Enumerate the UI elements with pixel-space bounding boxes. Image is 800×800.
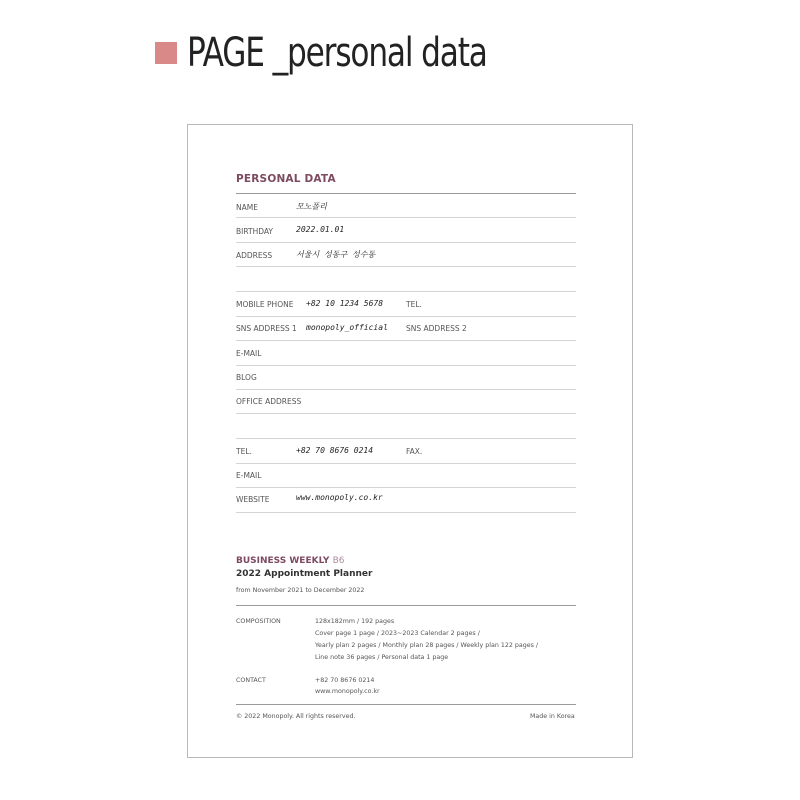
email-label: E-MAIL [236,349,262,358]
composition-line: Line note 36 pages / Personal data 1 page [315,654,449,661]
email-2-label: E-MAIL [236,471,262,480]
product-name-text: BUSINESS WEEKLY [236,556,330,566]
page-header [155,30,571,76]
divider [236,463,576,464]
birthday-label: BIRTHDAY [236,227,274,236]
tel-label: TEL. [406,300,422,309]
composition-line: Cover page 1 page / 2023~2023 Calendar 2 pages / [315,630,480,637]
tel-2-value: +82 70 8676 0214 [296,446,374,455]
blog-label: BLOG [236,373,257,382]
divider [236,438,576,439]
divider [236,704,576,705]
contact-website: www.monopoly.co.kr [315,688,380,695]
product-size: B6 [332,556,345,566]
name-label: NAME [236,203,258,212]
composition-line: Yearly plan 2 pages / Monthly plan 28 pages / Weekly plan 122 pages / [315,642,538,649]
fax-label: FAX. [406,447,423,456]
divider [236,512,576,513]
divider [236,413,576,414]
sns-address-1-label: SNS ADDRESS 1 [236,324,297,333]
product-period: from November 2021 to December 2022 [236,587,365,594]
section-title: PERSONAL DATA [236,173,336,185]
divider [236,217,576,218]
copyright: © 2022 Monopoly. All rights reserved. [236,713,356,720]
sns-address-2-label: SNS ADDRESS 2 [406,324,467,333]
divider [236,365,576,366]
composition-label: COMPOSITION [236,618,281,625]
divider [236,487,576,488]
planner-page [187,124,633,758]
divider [236,291,576,292]
tel-2-label: TEL. [236,447,252,456]
contact-phone: +82 70 8676 0214 [315,677,375,684]
divider [236,605,576,606]
accent-square-icon [155,42,177,64]
divider [236,389,576,390]
address-value: 서울시 성동구 성수동 [296,250,376,259]
divider [236,340,576,341]
contact-label: CONTACT [236,677,266,684]
mobile-phone-value: +82 10 1234 5678 [306,299,384,308]
composition-line: 128x182mm / 192 pages [315,618,395,625]
name-value: 모노폴리 [296,202,327,211]
divider [236,242,576,243]
divider [236,193,576,194]
page-title: PAGE _personal data [187,30,487,76]
birthday-value: 2022.01.01 [296,225,345,234]
divider [236,316,576,317]
website-value: www.monopoly.co.kr [296,493,383,502]
website-label: WEBSITE [236,495,270,504]
mobile-phone-label: MOBILE PHONE [236,300,294,309]
made-in: Made in Korea [530,713,575,720]
product-name [236,556,344,566]
office-address-label: OFFICE ADDRESS [236,397,302,406]
divider [236,266,576,267]
product-subtitle: 2022 Appointment Planner [236,569,373,579]
sns-address-1-value: monopoly_official [306,323,388,332]
address-label: ADDRESS [236,251,273,260]
